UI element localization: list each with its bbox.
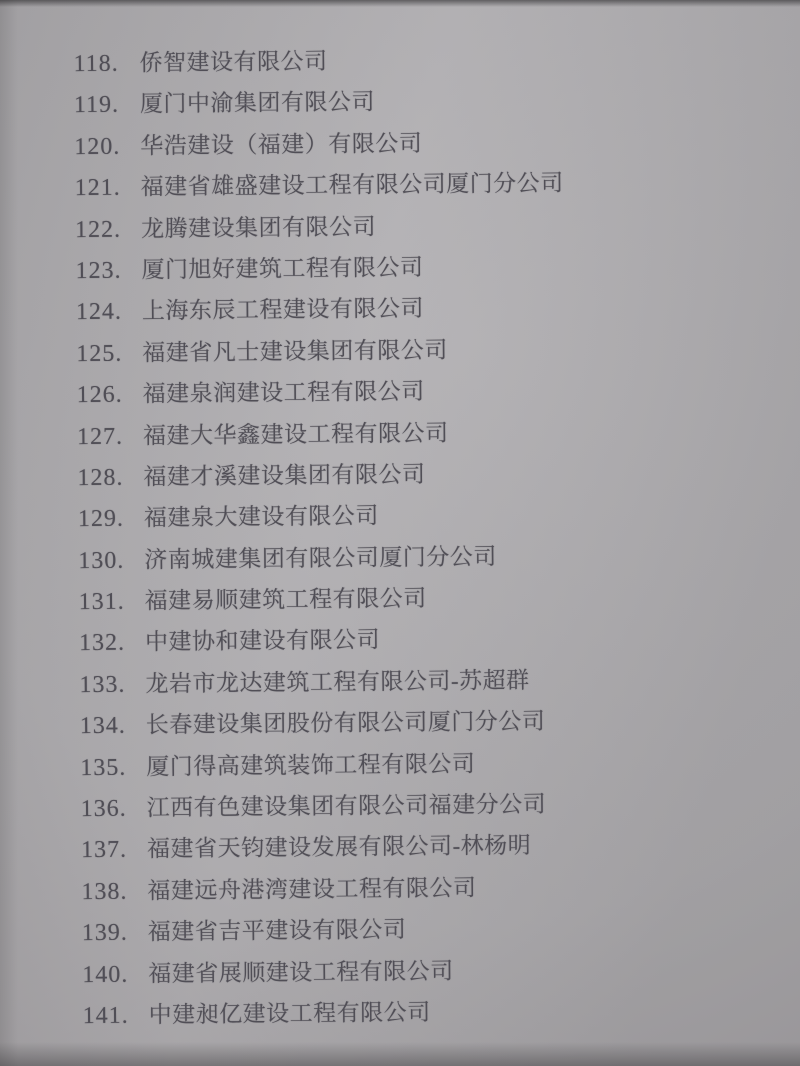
- company-name: 福建才溪建设集团有限公司: [143, 461, 426, 490]
- list-item: [79, 657, 800, 705]
- list-item-number: 137.: [80, 837, 128, 864]
- company-name: 福建大华鑫建设工程有限公司: [142, 420, 449, 448]
- company-name: 福建省展顺建设工程有限公司: [148, 958, 454, 987]
- list-item: [74, 119, 796, 167]
- company-name: 福建省凡士建设集团有限公司: [142, 337, 448, 366]
- company-name: 长春建设集团股份有限公司厦门分公司: [145, 708, 546, 738]
- list-item-number: 119.: [73, 92, 120, 119]
- list-item: [80, 781, 800, 829]
- list-item: [73, 36, 795, 84]
- list-item: [78, 533, 800, 581]
- list-item: [80, 740, 800, 788]
- company-name: 上海东辰工程建设有限公司: [141, 296, 424, 324]
- list-item-number: 129.: [77, 505, 125, 533]
- list-item-number: 121.: [74, 174, 121, 202]
- list-item: [77, 409, 799, 457]
- list-item-number: 135.: [80, 754, 127, 781]
- list-item-number: 126.: [76, 381, 123, 409]
- list-item-number: 118.: [73, 50, 119, 78]
- company-name: 中建昶亿建设工程有限公司: [148, 999, 431, 1028]
- company-name: 侨智建设有限公司: [139, 48, 328, 76]
- company-name: 福建泉润建设工程有限公司: [142, 378, 425, 407]
- list-item: [78, 491, 800, 539]
- list-item-number: 123.: [75, 257, 122, 285]
- company-name: 龙岩市龙达建筑工程有限公司-苏超群: [145, 667, 530, 697]
- list-item: [81, 823, 800, 871]
- list-item-number: 140.: [82, 961, 129, 988]
- list-item: [75, 160, 797, 208]
- company-name: 福建省雄盛建设工程有限公司厦门分公司: [140, 170, 564, 200]
- list-item: [78, 574, 800, 622]
- list-item: [75, 202, 797, 250]
- list-item: [81, 864, 800, 912]
- list-item-number: 125.: [76, 340, 123, 367]
- list-item-number: 141.: [82, 1002, 129, 1030]
- list-item-number: 120.: [74, 133, 121, 160]
- list-item-number: 132.: [78, 630, 126, 657]
- list-item: [74, 78, 796, 126]
- list-item-number: 133.: [79, 671, 126, 698]
- list-item-number: 136.: [80, 795, 127, 823]
- list-item-number: 138.: [81, 878, 128, 905]
- list-item-number: 134.: [79, 712, 126, 740]
- company-name: 济南城建集团有限公司厦门分公司: [144, 543, 497, 573]
- list-item-number: 131.: [78, 588, 125, 616]
- list-item: [76, 326, 798, 374]
- company-name: 厦门旭好建筑工程有限公司: [141, 254, 424, 283]
- company-name: 厦门得高建筑装饰工程有限公司: [146, 750, 476, 780]
- list-item-number: 128.: [77, 464, 124, 491]
- list-item: [76, 367, 798, 415]
- company-name: 福建远舟港湾建设工程有限公司: [147, 875, 477, 904]
- company-name: 福建省天钧建设发展有限公司-林杨明: [146, 833, 532, 862]
- company-name: 厦门中渝集团有限公司: [139, 89, 376, 117]
- list-item: [82, 947, 800, 995]
- company-name: 中建协和建设有限公司: [144, 627, 381, 655]
- company-name: 江西有色建设集团有限公司福建分公司: [146, 791, 547, 821]
- company-name: 福建省吉平建设有限公司: [147, 917, 407, 945]
- list-item: [82, 905, 800, 953]
- company-name: 福建泉大建设有限公司: [143, 503, 379, 531]
- company-name: 华浩建设（福建）有限公司: [140, 130, 423, 159]
- list-item-number: 127.: [76, 423, 124, 450]
- list-item: [80, 698, 800, 746]
- list-item-number: 130.: [78, 547, 125, 574]
- company-name: 福建易顺建筑工程有限公司: [144, 585, 427, 614]
- list-item: [76, 285, 798, 333]
- list-item: [75, 243, 797, 291]
- company-name: 龙腾建设集团有限公司: [140, 213, 377, 242]
- list-item-number: 124.: [75, 299, 123, 326]
- list-item-number: 122.: [74, 216, 122, 243]
- list-item: [79, 616, 800, 664]
- list-item: [82, 988, 800, 1036]
- list-item: [77, 450, 799, 498]
- list-item-number: 139.: [81, 919, 128, 947]
